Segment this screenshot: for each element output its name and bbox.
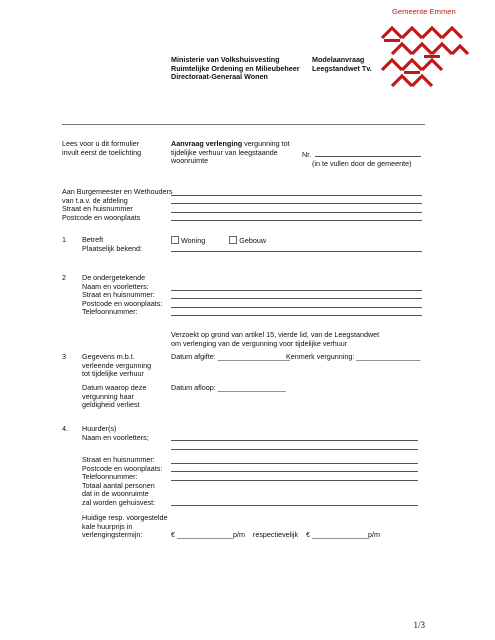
logo-chevrons-icon: [380, 4, 470, 88]
section2-number: 2: [62, 273, 66, 282]
section4-label-8: zal worden gehuisvest:: [82, 497, 156, 507]
section4-label-7: dat in de woonruimte: [82, 489, 149, 499]
ministry-line-1: Ministerie van Volkshuisvesting: [171, 55, 280, 64]
street-field[interactable]: [171, 298, 422, 299]
addressee-field-3[interactable]: [171, 212, 422, 213]
tenant-street-field[interactable]: [171, 463, 418, 464]
page-number: 1/3: [413, 620, 425, 631]
model-block: [312, 56, 372, 73]
name-field[interactable]: [171, 290, 422, 291]
request-line-2: om verlenging van de vergunning voor tijdelijke verhuur: [171, 338, 348, 348]
nr-label-text: Nr.: [302, 150, 312, 159]
model-line-1: Modelaanvraag: [312, 55, 365, 64]
section4-label-5: Telefoonnummer:: [82, 472, 138, 482]
rent-label-2: kale huurprijs in: [82, 521, 133, 531]
section4-label-2: Naam en voorletters;: [82, 432, 149, 442]
section2-label-4: Postcode en woonplaats:: [82, 298, 163, 308]
section2-label-2: Naam en voorletters:: [82, 281, 149, 291]
woning-label: Woning: [181, 236, 206, 245]
section1-labels: [82, 236, 142, 253]
tenant-name-field-1[interactable]: [171, 440, 418, 441]
addressee-line-1: Aan Burgemeester en Wethouders: [62, 187, 173, 196]
rent-label-1: Huidige resp. voorgestelde: [82, 513, 168, 522]
addressee-field-1[interactable]: [171, 195, 422, 196]
section2-label-3: Straat en huisnummer:: [82, 290, 155, 300]
form-title: [171, 140, 290, 166]
section1-options: [171, 236, 266, 246]
section1-number: 1: [62, 235, 66, 244]
section4-label-1: Huurder(s): [82, 424, 117, 433]
addressee-field-4[interactable]: [171, 220, 422, 221]
section1-field[interactable]: [171, 251, 422, 252]
section4-label-3: Straat en huisnummer:: [82, 455, 155, 464]
section3-label-3: tot tijdelijke verhuur: [82, 369, 144, 379]
section4-number: 4.: [62, 424, 68, 433]
form-title-bold: Aanvraag verlenging: [171, 139, 243, 148]
persons-field[interactable]: [171, 505, 418, 506]
section3-label-4: Datum waarop deze: [82, 383, 147, 392]
addressee-labels: [62, 188, 173, 222]
request-line-1: Verzoekt op grond van artikel 15, vierde lid, van de Leegstandwet: [171, 330, 380, 339]
logo-text: Gemeente Emmen: [392, 7, 456, 16]
date-expire-field[interactable]: Datum afloop: _________________: [171, 383, 286, 392]
addressee-line-2: van t.a.v. de afdeling: [62, 195, 128, 205]
section4-label-4: Postcode en woonplaats:: [82, 463, 163, 473]
nr-note: (in te vullen door de gemeente): [312, 158, 412, 168]
section4-labels-b: [82, 456, 162, 508]
gebouw-label: Gebouw: [239, 236, 267, 245]
ministry-line-2: Ruimtelijke Ordening en Milieubeheer: [171, 63, 300, 73]
nr-field[interactable]: [315, 149, 421, 157]
addressee-field-2[interactable]: [171, 203, 422, 204]
section3-label-5: vergunning haar: [82, 391, 134, 401]
intro-left-line-1: Lees voor u dit formulier: [62, 139, 140, 148]
gebouw-checkbox[interactable]: [229, 236, 237, 244]
request-text: [171, 331, 379, 348]
woning-checkbox[interactable]: [171, 236, 179, 244]
section3-label-1: Gegevens m.b.t.: [82, 352, 135, 361]
rent-label-3: verlengingstermijn:: [82, 530, 143, 540]
section2-labels: [82, 274, 162, 317]
tenant-name-field-2[interactable]: [171, 449, 418, 450]
permit-mark-field[interactable]: Kenmerk vergunning: ________________: [286, 352, 421, 361]
form-title-line-2: tijdelijke verhuur van leegstaande: [171, 147, 278, 157]
section1-sub: Plaatselijk bekend:: [82, 243, 142, 253]
rent-field[interactable]: € ______________p/m respectievelijk € ______________p/m: [171, 530, 380, 539]
section3-number: 3: [62, 352, 66, 361]
section4-label-6: Totaal aantal personen: [82, 480, 155, 490]
section4-labels-a: [82, 425, 149, 442]
phone-field[interactable]: [171, 315, 422, 316]
model-line-2: Leegstandwet Tv.: [312, 63, 372, 73]
tenant-postcode-field[interactable]: [171, 471, 418, 472]
section3-labels: [82, 353, 151, 379]
date-issued-field[interactable]: Datum afgifte: __________________: [171, 352, 290, 361]
nr-block: [302, 149, 424, 168]
section2-label-1: De ondergetekende: [82, 273, 146, 282]
section3-labels-2: [82, 384, 146, 410]
top-divider: [62, 124, 425, 125]
section3-label-6: geldigheid verliest: [82, 400, 140, 410]
ministry-block: [171, 56, 300, 82]
rent-labels: [82, 514, 168, 540]
intro-left-line-2: invult eerst de toelichting: [62, 147, 142, 157]
section3-label-2: verleende vergunning: [82, 360, 152, 370]
form-title-line-3: woonruimte: [171, 156, 209, 166]
municipality-logo: [380, 4, 470, 88]
section2-label-5: Telefoonnummer:: [82, 307, 138, 317]
section1-label: Betreft: [82, 235, 104, 244]
tenant-phone-field[interactable]: [171, 480, 418, 481]
addressee-line-4: Postcode en woonplaats: [62, 212, 141, 222]
form-title-rest: vergunning tot: [242, 139, 290, 148]
postcode-field[interactable]: [171, 307, 422, 308]
ministry-line-3: Directoraat-Generaal Wonen: [171, 72, 268, 82]
intro-left: [62, 140, 141, 157]
addressee-line-3: Straat en huisnummer: [62, 204, 133, 214]
